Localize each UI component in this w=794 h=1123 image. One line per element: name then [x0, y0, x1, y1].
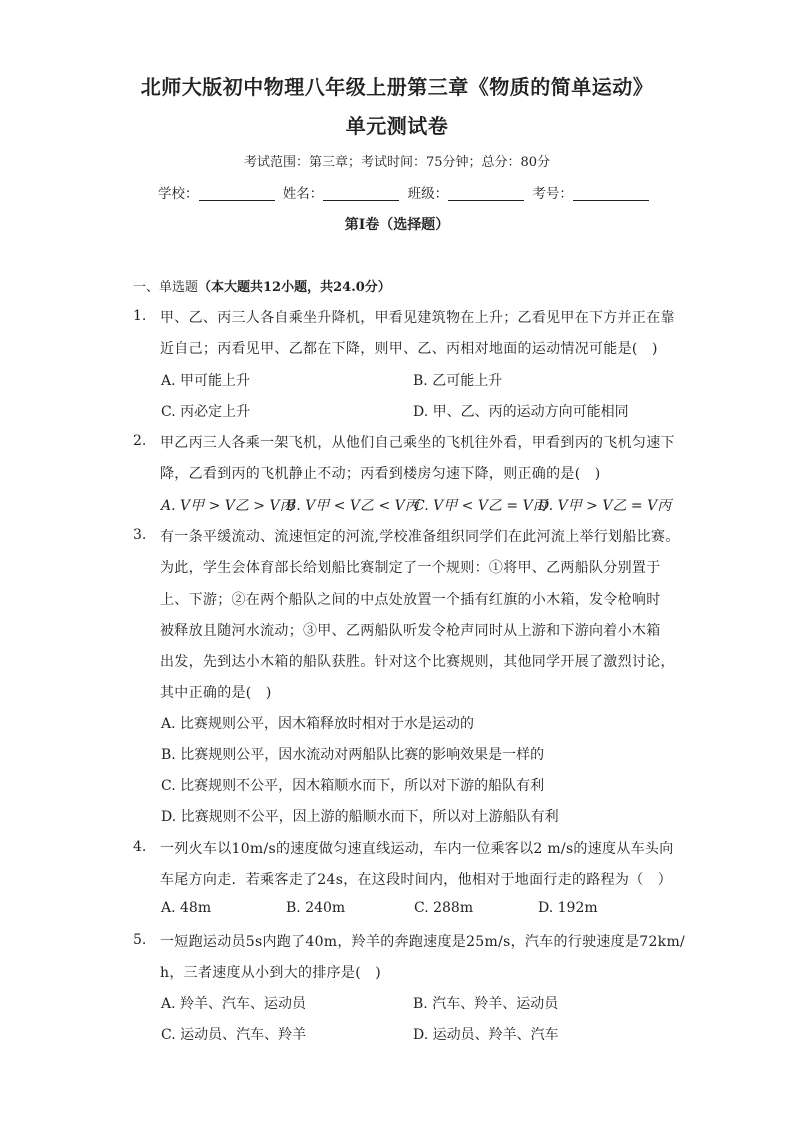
question-text: 一列火车以10m/s的速度做匀速直线运动，车内一位乘客以2 m/s的速度从车头向: [160, 841, 674, 857]
question-number: 1.: [133, 308, 147, 324]
number-blank[interactable]: [573, 186, 649, 201]
question-number: 5.: [133, 932, 147, 948]
document-title-line2: 单元测试卷: [345, 114, 449, 138]
section-heading: [133, 276, 391, 295]
section-detail: （本大题共12小题，共24.0分）: [198, 280, 391, 295]
option-b[interactable]: B. 比赛规则公平，因水流动对两船队比赛的影响效果是一样的: [161, 747, 545, 763]
option-a[interactable]: A. 比赛规则公平，因木箱释放时相对于水是运动的: [161, 716, 475, 732]
question-text: 甲乙丙三人各乘一架飞机，从他们自己乘坐的飞机往外看，甲看到丙的飞机匀速下: [160, 435, 675, 451]
question-text: 其中正确的是( ): [160, 685, 272, 701]
document-title-line1: 北师大版初中物理八年级上册第三章《物质的简单运动》: [140, 75, 654, 99]
name-blank[interactable]: [323, 186, 399, 201]
section-prefix: 一、单选题: [133, 280, 199, 295]
question-number: 3.: [133, 527, 147, 543]
option-c[interactable]: C. V甲 < V乙 = V丙: [414, 498, 547, 514]
option-c[interactable]: C. 比赛规则不公平，因木箱顺水而下，所以对下游的船队有利: [161, 778, 545, 794]
option-a[interactable]: A. V甲 > V乙 > V丙: [161, 498, 294, 514]
volume-title: 第I卷（选择题）: [344, 217, 450, 233]
question-text: 降，乙看到丙的飞机静止不动；丙看到楼房匀速下降，则正确的是( ): [160, 466, 601, 482]
class-blank[interactable]: [448, 186, 524, 201]
option-b[interactable]: B. 乙可能上升: [413, 373, 503, 389]
question-text: 被释放且随河水流动；③甲、乙两船队听发令枪声同时从上游和下游向着小木箱: [160, 623, 661, 639]
question-text: 一短跑运动员5s内跑了40m，羚羊的奔跑速度是25m/s，汽车的行驶速度是72km/: [160, 934, 686, 950]
question-text: h，三者速度从小到大的排序是( ): [160, 965, 382, 981]
question-text: 近自己；丙看见甲、乙都在下降，则甲、乙、丙相对地面的运动情况可能是( ): [160, 341, 658, 357]
student-info-fields: [158, 182, 653, 202]
option-c[interactable]: C. 运动员、汽车、羚羊: [161, 1027, 307, 1043]
question-text: 车尾方向走．若乘客走了24s，在这段时间内，他相对于地面行走的路程为（ ）: [160, 872, 673, 888]
question-number: 4.: [133, 839, 147, 855]
option-b[interactable]: B. 240m: [286, 900, 346, 916]
option-c[interactable]: C. 丙必定上升: [161, 404, 251, 420]
name-label: 姓名：: [282, 186, 324, 202]
option-b[interactable]: B. V甲 < V乙 < V丙: [286, 498, 419, 514]
option-d[interactable]: D. V甲 > V乙 = V丙: [538, 498, 672, 514]
class-label: 班级：: [407, 186, 449, 202]
school-label: 学校：: [158, 186, 199, 202]
number-label: 考号：: [532, 186, 573, 202]
option-d[interactable]: D. 比赛规则不公平，因上游的船顺水而下，所以对上游船队有利: [161, 809, 559, 825]
question-text: 有一条平缓流动、流速恒定的河流,学校准备组织同学们在此河流上举行划船比赛。: [160, 529, 680, 545]
option-a[interactable]: A. 48m: [161, 900, 212, 916]
option-d[interactable]: D. 运动员、羚羊、汽车: [413, 1027, 559, 1043]
option-b[interactable]: B. 汽车、羚羊、运动员: [413, 996, 559, 1012]
option-c[interactable]: C. 288m: [414, 900, 474, 916]
question-number: 2.: [133, 433, 147, 449]
option-d[interactable]: D. 甲、乙、丙的运动方向可能相同: [413, 404, 629, 420]
question-text: 上、下游；②在两个船队之间的中点处放置一个插有红旗的小木箱，发令枪响时: [160, 592, 661, 608]
exam-info: 考试范围：第三章；考试时间：75分钟；总分：80分: [243, 155, 551, 170]
question-text: 甲、乙、丙三人各自乘坐升降机，甲看见建筑物在上升；乙看见甲在下方并正在靠: [160, 310, 675, 326]
option-a[interactable]: A. 羚羊、汽车、运动员: [161, 996, 307, 1012]
question-text: 为此，学生会体育部长给划船比赛制定了一个规则：①将甲、乙两船队分别置于: [160, 560, 661, 576]
option-d[interactable]: D. 192m: [538, 900, 598, 916]
question-text: 出发，先到达小木箱的船队获胜。针对这个比赛规则，其他同学开展了激烈讨论，: [160, 654, 675, 670]
option-a[interactable]: A. 甲可能上升: [161, 373, 251, 389]
school-blank[interactable]: [199, 186, 275, 201]
